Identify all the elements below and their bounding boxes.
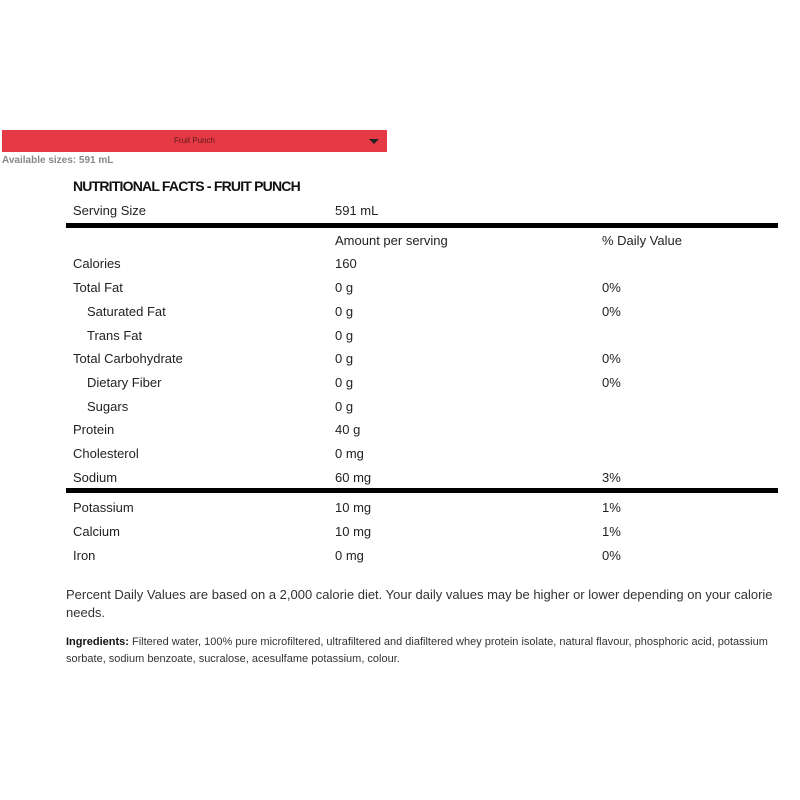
nutrient-daily: 0% xyxy=(602,548,621,563)
nutrient-amount: 0 g xyxy=(335,328,354,343)
ingredients-block xyxy=(66,634,786,668)
daily-value-footnote: Percent Daily Values are based on a 2,000 calorie diet. Your daily values may be higher or lower depending on your calorie needs. xyxy=(66,587,773,620)
available-sizes: Available sizes: 591 mL xyxy=(2,155,114,166)
nutrient-label: Sodium xyxy=(73,470,118,485)
nutrient-amount: 60 mg xyxy=(335,470,372,485)
nutrient-daily: 1% xyxy=(602,500,621,515)
nutrient-label: Total Fat xyxy=(73,280,123,295)
nutrient-amount: 0 g xyxy=(335,399,354,414)
nutrient-row-total-fat xyxy=(73,280,773,300)
nutrient-label: Iron xyxy=(73,548,96,563)
nutrient-label: Saturated Fat xyxy=(87,304,166,319)
ingredients-label: Ingredients: xyxy=(66,636,129,648)
ingredients-text: Filtered water, 100% pure microfiltered, ultrafiltered and diafiltered whey protein isolate, natural flavour, phosphoric acid, potassium sorbate, sodium benzoate, sucralose, acesulfame potassium, colour. xyxy=(66,636,768,665)
nutrient-row-calories xyxy=(73,256,773,276)
serving-size-label: Serving Size xyxy=(73,203,146,218)
nutrient-label: Calcium xyxy=(73,524,120,539)
nutrient-amount: 0 mg xyxy=(335,548,364,563)
nutrient-daily: 1% xyxy=(602,524,621,539)
nutrient-amount: 10 mg xyxy=(335,524,372,539)
nutrient-row-iron xyxy=(73,548,773,568)
nutrient-row-potassium xyxy=(73,500,773,520)
nutrition-facts-title: NUTRITIONAL FACTS - FRUIT PUNCH xyxy=(73,178,300,194)
amount-header: Amount per serving xyxy=(335,233,448,248)
nutrient-label: Total Carbohydrate xyxy=(73,351,183,366)
nutrient-daily: 0% xyxy=(602,351,621,366)
chevron-down-icon[interactable] xyxy=(369,139,379,144)
flavor-select-value: Fruit Punch xyxy=(174,136,215,145)
column-headers xyxy=(73,233,773,253)
nutrient-row-trans-fat xyxy=(73,328,773,348)
flavor-select[interactable] xyxy=(2,130,387,152)
nutrient-amount: 0 g xyxy=(335,375,354,390)
nutrient-daily: 0% xyxy=(602,280,621,295)
nutrient-label: Protein xyxy=(73,422,115,437)
daily-value-header: % Daily Value xyxy=(602,233,682,248)
nutrient-row-sugars xyxy=(73,399,773,419)
thick-divider-top xyxy=(66,223,778,228)
nutrient-amount: 10 mg xyxy=(335,500,372,515)
nutrient-amount: 0 g xyxy=(335,351,354,366)
nutrient-label: Sugars xyxy=(87,399,129,414)
nutrient-daily: 0% xyxy=(602,304,621,319)
nutrient-label: Calories xyxy=(73,256,121,271)
nutrient-amount: 40 g xyxy=(335,422,361,437)
serving-size-value: 591 mL xyxy=(335,203,379,218)
serving-size-row xyxy=(73,203,773,223)
thick-divider-bottom xyxy=(66,488,778,493)
nutrient-amount: 0 mg xyxy=(335,446,364,461)
nutrient-row-cholesterol xyxy=(73,446,773,466)
nutrient-label: Cholesterol xyxy=(73,446,139,461)
nutrient-label: Dietary Fiber xyxy=(87,375,162,390)
nutrient-row-sodium xyxy=(73,470,773,490)
nutrient-row-total-carbohydrate xyxy=(73,351,773,371)
nutrient-row-calcium xyxy=(73,524,773,544)
nutrient-row-protein xyxy=(73,422,773,442)
nutrient-amount: 0 g xyxy=(335,280,354,295)
nutrient-label: Trans Fat xyxy=(87,328,143,343)
nutrient-label: Potassium xyxy=(73,500,134,515)
nutrient-row-dietary-fiber xyxy=(73,375,773,395)
nutrient-daily: 3% xyxy=(602,470,621,485)
nutrient-row-saturated-fat xyxy=(73,304,773,324)
nutrient-daily: 0% xyxy=(602,375,621,390)
nutrient-amount: 160 xyxy=(335,256,357,271)
nutrient-amount: 0 g xyxy=(335,304,354,319)
